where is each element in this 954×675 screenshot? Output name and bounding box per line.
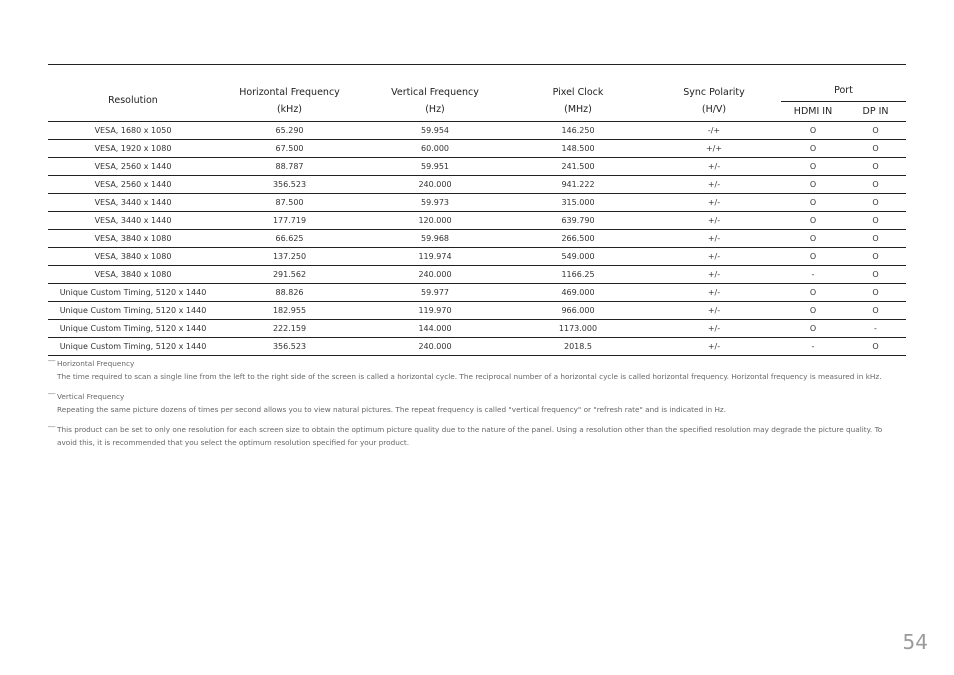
table-row [48,248,906,266]
cell-horizontal-frequency: 182.955 [218,302,361,320]
cell-sync-polarity: +/- [647,176,781,194]
cell-dp-in: O [845,158,906,176]
cell-sync-polarity: +/+ [647,140,781,158]
note-vertical-title: Vertical Frequency [57,392,125,401]
cell-pixel-clock: 549.000 [509,248,647,266]
header-port-label: Port [834,85,853,96]
header-vertical-frequency-label: Vertical Frequency [391,86,479,98]
cell-resolution: VESA, 1920 x 1080 [48,140,218,158]
cell-sync-polarity: +/- [647,212,781,230]
table-header [48,80,906,122]
cell-resolution: VESA, 3440 x 1440 [48,212,218,230]
cell-resolution: Unique Custom Timing, 5120 x 1440 [48,284,218,302]
header-resolution-label: Resolution [108,95,158,106]
note-dash-icon: ― [48,356,56,365]
table-row [48,212,906,230]
cell-pixel-clock: 941.222 [509,176,647,194]
header-hdmi-in [781,102,845,122]
note-optimum-resolution [48,423,898,449]
note-resolution-body: This product can be set to only one resolution for each screen size to obtain the optimum picture quality due to the nature of the panel. Using a resolution other than the specified resolution may degrade the picture quality. To avoid this, it is recommended that you select the optimum resolution specified for your product. [57,425,883,447]
table-row [48,338,906,356]
header-port [781,80,906,102]
cell-horizontal-frequency: 222.159 [218,320,361,338]
cell-sync-polarity: +/- [647,194,781,212]
header-sync-polarity-label: Sync Polarity [683,86,745,98]
cell-resolution: VESA, 3840 x 1080 [48,266,218,284]
cell-horizontal-frequency: 177.719 [218,212,361,230]
cell-pixel-clock: 266.500 [509,230,647,248]
header-pixel-clock-label: Pixel Clock [552,86,604,98]
cell-vertical-frequency: 59.977 [361,284,509,302]
cell-resolution: Unique Custom Timing, 5120 x 1440 [48,338,218,356]
table-row [48,266,906,284]
header-pixel-clock [509,80,647,122]
header-dp-in [845,102,906,122]
cell-vertical-frequency: 240.000 [361,176,509,194]
cell-vertical-frequency: 240.000 [361,338,509,356]
cell-hdmi-in: O [781,176,845,194]
table-row [48,284,906,302]
cell-hdmi-in: O [781,122,845,140]
cell-resolution: Unique Custom Timing, 5120 x 1440 [48,320,218,338]
cell-vertical-frequency: 60.000 [361,140,509,158]
cell-sync-polarity: -/+ [647,122,781,140]
cell-dp-in: O [845,284,906,302]
cell-hdmi-in: O [781,320,845,338]
page-number: 54 [902,630,928,654]
cell-hdmi-in: O [781,284,845,302]
cell-vertical-frequency: 59.968 [361,230,509,248]
cell-pixel-clock: 315.000 [509,194,647,212]
cell-hdmi-in: O [781,194,845,212]
cell-vertical-frequency: 144.000 [361,320,509,338]
timing-table [48,80,906,356]
table-body [48,122,906,356]
cell-dp-in: O [845,266,906,284]
cell-horizontal-frequency: 65.290 [218,122,361,140]
cell-hdmi-in: O [781,140,845,158]
cell-horizontal-frequency: 356.523 [218,338,361,356]
cell-resolution: VESA, 3840 x 1080 [48,230,218,248]
cell-vertical-frequency: 119.970 [361,302,509,320]
cell-dp-in: O [845,122,906,140]
header-horizontal-frequency [218,80,361,122]
table-row [48,194,906,212]
cell-pixel-clock: 148.500 [509,140,647,158]
cell-horizontal-frequency: 88.787 [218,158,361,176]
table-row [48,176,906,194]
header-pixel-clock-unit: (MHz) [564,103,592,115]
cell-hdmi-in: - [781,338,845,356]
header-vertical-frequency-unit: (Hz) [425,103,445,115]
header-sync-polarity [647,80,781,122]
table-row [48,230,906,248]
top-rule [48,64,906,65]
cell-hdmi-in: O [781,302,845,320]
note-horizontal-frequency [48,357,898,383]
cell-hdmi-in: O [781,158,845,176]
cell-pixel-clock: 1173.000 [509,320,647,338]
cell-hdmi-in: O [781,230,845,248]
note-dash-icon: ― [48,422,56,431]
cell-sync-polarity: +/- [647,302,781,320]
cell-sync-polarity: +/- [647,158,781,176]
header-horizontal-frequency-unit: (kHz) [276,103,303,115]
cell-vertical-frequency: 59.954 [361,122,509,140]
cell-dp-in: O [845,248,906,266]
table-row [48,302,906,320]
cell-pixel-clock: 966.000 [509,302,647,320]
cell-hdmi-in: - [781,266,845,284]
header-resolution [48,80,218,122]
cell-hdmi-in: O [781,248,845,266]
cell-pixel-clock: 639.790 [509,212,647,230]
cell-resolution: VESA, 3840 x 1080 [48,248,218,266]
cell-horizontal-frequency: 356.523 [218,176,361,194]
cell-sync-polarity: +/- [647,284,781,302]
cell-resolution: VESA, 2560 x 1440 [48,158,218,176]
table-row [48,158,906,176]
cell-resolution: VESA, 2560 x 1440 [48,176,218,194]
note-horizontal-body: The time required to scan a single line from the left to the right side of the screen is called a horizontal cycle. The reciprocal number of a horizontal cycle is called horizontal frequency. Horizontal frequency is measured in kHz. [57,372,882,381]
note-vertical-frequency [48,390,898,416]
cell-horizontal-frequency: 67.500 [218,140,361,158]
cell-dp-in: O [845,338,906,356]
header-vertical-frequency [361,80,509,122]
cell-horizontal-frequency: 291.562 [218,266,361,284]
cell-dp-in: O [845,230,906,248]
cell-horizontal-frequency: 88.826 [218,284,361,302]
cell-dp-in: O [845,140,906,158]
cell-vertical-frequency: 119.974 [361,248,509,266]
cell-dp-in: O [845,302,906,320]
note-horizontal-title: Horizontal Frequency [57,359,135,368]
header-sync-polarity-unit: (H/V) [701,103,727,115]
cell-horizontal-frequency: 137.250 [218,248,361,266]
header-dp-in-label: DP IN [862,106,889,117]
table-row [48,140,906,158]
cell-resolution: VESA, 1680 x 1050 [48,122,218,140]
note-dash-icon: ― [48,389,56,398]
cell-sync-polarity: +/- [647,248,781,266]
cell-sync-polarity: +/- [647,320,781,338]
cell-dp-in: O [845,212,906,230]
cell-pixel-clock: 2018.5 [509,338,647,356]
cell-resolution: Unique Custom Timing, 5120 x 1440 [48,302,218,320]
cell-dp-in: - [845,320,906,338]
cell-vertical-frequency: 240.000 [361,266,509,284]
cell-horizontal-frequency: 87.500 [218,194,361,212]
cell-hdmi-in: O [781,212,845,230]
table-row [48,122,906,140]
cell-sync-polarity: +/- [647,338,781,356]
cell-horizontal-frequency: 66.625 [218,230,361,248]
cell-pixel-clock: 241.500 [509,158,647,176]
cell-sync-polarity: +/- [647,266,781,284]
cell-sync-polarity: +/- [647,230,781,248]
cell-pixel-clock: 1166.25 [509,266,647,284]
header-horizontal-frequency-label: Horizontal Frequency [239,86,340,98]
header-hdmi-in-label: HDMI IN [793,106,833,117]
cell-pixel-clock: 469.000 [509,284,647,302]
table-row [48,320,906,338]
cell-resolution: VESA, 3440 x 1440 [48,194,218,212]
cell-dp-in: O [845,176,906,194]
cell-vertical-frequency: 120.000 [361,212,509,230]
cell-pixel-clock: 146.250 [509,122,647,140]
cell-vertical-frequency: 59.973 [361,194,509,212]
cell-vertical-frequency: 59.951 [361,158,509,176]
note-vertical-body: Repeating the same picture dozens of times per second allows you to view natural pictures. The repeat frequency is called "vertical frequency" or "refresh rate" and is indicated in Hz. [57,405,727,414]
cell-dp-in: O [845,194,906,212]
footnotes [48,357,898,456]
